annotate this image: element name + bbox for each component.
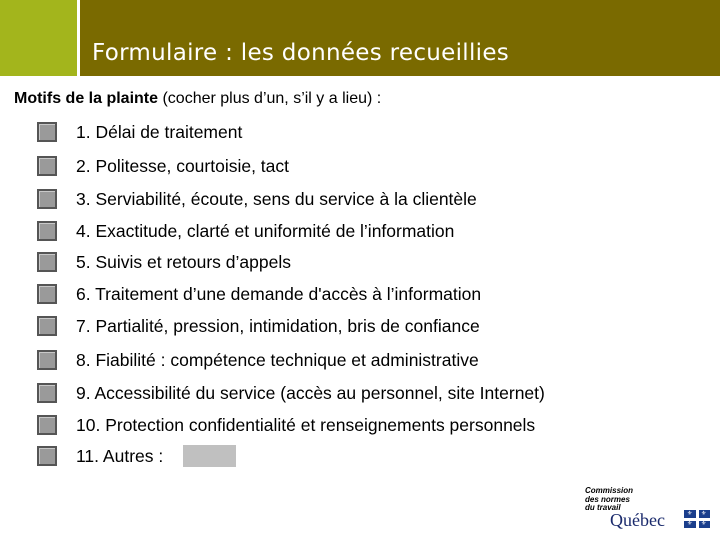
logo-line: des normes (585, 494, 630, 504)
question-heading (14, 90, 381, 108)
cnt-logo-text (585, 487, 633, 513)
checkbox[interactable] (37, 446, 57, 466)
option-5[interactable] (37, 251, 291, 273)
option-label: 7. Partialité, pression, intimidation, bris de confiance (76, 315, 480, 336)
header-accent-divider (77, 0, 80, 76)
option-label: 2. Politesse, courtoisie, tact (76, 155, 290, 176)
option-4[interactable] (37, 220, 454, 242)
option-7[interactable] (37, 315, 480, 337)
option-10[interactable] (37, 414, 535, 436)
quebec-wordmark: Québec (610, 510, 665, 530)
option-label: 1. Délai de traitement (76, 121, 243, 142)
option-label: 6. Traitement d’une demande d'accès à l’information (76, 283, 482, 304)
checkbox[interactable] (37, 415, 57, 435)
logo-line: Commission (585, 486, 634, 495)
option-11[interactable] (37, 445, 163, 467)
checkbox[interactable] (37, 316, 57, 336)
checkbox[interactable] (37, 122, 57, 142)
question-label: Motifs de la plainte (14, 90, 159, 107)
option-label: 10. Protection confidentialité et renseignements personnels (76, 414, 536, 435)
checkbox[interactable] (37, 383, 57, 403)
option-2[interactable] (37, 155, 289, 177)
slide-title: Formulaire : les données recueillies (92, 40, 510, 66)
option-1[interactable] (37, 121, 242, 143)
quebec-flag-icon: ⚜ ⚜ ⚜ ⚜ (684, 510, 710, 528)
option-8[interactable] (37, 349, 479, 371)
header-accent-block (0, 0, 77, 76)
checkbox[interactable] (37, 189, 57, 209)
option-label: 8. Fiabilité : compétence technique et administrative (76, 349, 479, 370)
checkbox[interactable] (37, 284, 57, 304)
option-9[interactable] (37, 382, 545, 404)
other-text-field[interactable] (183, 445, 236, 467)
option-6[interactable] (37, 283, 481, 305)
logo-line: du travail (585, 503, 621, 512)
checkbox[interactable] (37, 221, 57, 241)
checkbox[interactable] (37, 252, 57, 272)
question-instruction: (cocher plus d’un, s’il y a lieu) : (158, 90, 382, 107)
option-label: 5. Suivis et retours d’appels (76, 251, 291, 272)
option-label: 4. Exactitude, clarté et uniformité de l’information (76, 220, 455, 241)
checkbox[interactable] (37, 156, 57, 176)
option-3[interactable] (37, 188, 477, 210)
header-divider (0, 76, 720, 79)
checkbox[interactable] (37, 350, 57, 370)
option-label: 11. Autres : (76, 445, 164, 466)
option-label: 9. Accessibilité du service (accès au personnel, site Internet) (76, 382, 545, 403)
option-label: 3. Serviabilité, écoute, sens du service à la clientèle (76, 188, 477, 209)
